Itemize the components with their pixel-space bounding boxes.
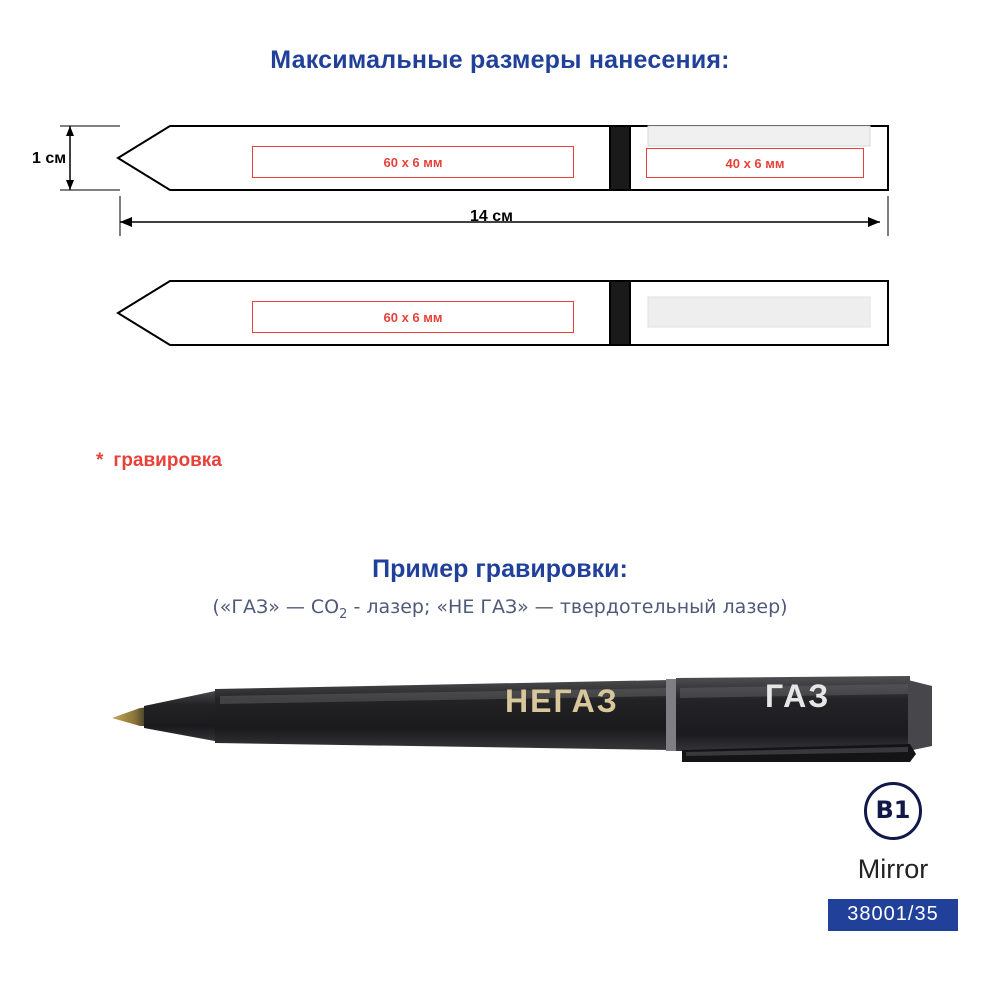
dimension-label-length: 14 см [470,208,513,225]
engraving-note-label: гравировка [113,450,222,471]
engraving-note [96,450,222,472]
pen-ring-segment [610,126,630,190]
product-name-label: Mirror [857,854,929,884]
engraving-mark-right: ГАЗ [765,678,831,714]
imprint-area-barrel-1: 60 x 6 мм [252,146,574,178]
dimension-label-height: 1 см [32,150,67,167]
product-badge-block [828,782,958,931]
subtitle-subscript: 2 [339,606,348,622]
product-article-label: 38001/35 [828,899,958,931]
b1-badge-icon: B1 [864,782,922,840]
section-subtitle-example [0,596,1000,622]
pen-cap-panel-2 [648,297,870,327]
pen-diagram-with-dimensions [0,0,1000,260]
imprint-area-barrel-2: 60 x 6 мм [252,301,574,333]
subtitle-part-b: - лазер; «НЕ ГАЗ» — твердотельный лазер) [347,596,788,618]
pen-photo [110,650,940,780]
section-title-example: Пример гравировки: [372,555,628,583]
subtitle-part-a: («ГАЗ» — СО [212,596,340,618]
asterisk-icon: * [96,450,104,471]
page-title-max-dimensions: Максимальные размеры нанесения: [270,46,730,74]
pen-cap-end [908,680,932,751]
pen-ring-segment-2 [610,281,630,345]
imprint-area-cap-1: 40 x 6 мм [646,148,864,178]
pen-cone [144,690,220,742]
pen-clip-shape [648,126,870,146]
pen-diagram-second-view [0,255,1000,375]
engraving-mark-left: НЕГАЗ [505,683,619,719]
